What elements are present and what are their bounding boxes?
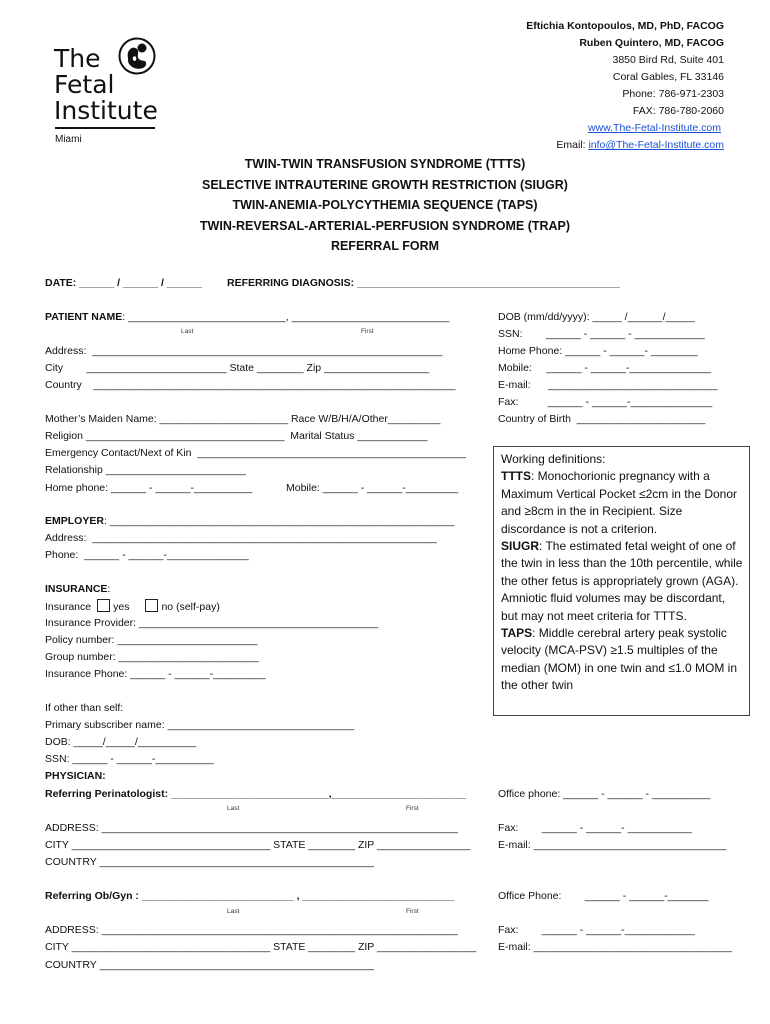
obgyn-city-field[interactable]: CITY __________________________________ STATE ________ ZIP _________________ — [45, 941, 477, 953]
subscriber-heading: If other than self: — [45, 702, 124, 714]
patient-name-label: PATIENT NAME — [45, 311, 123, 323]
logo-city: Miami — [55, 134, 82, 145]
website-link[interactable]: www.The-Fetal-Institute.com — [587, 122, 721, 134]
referring-perinatologist-field[interactable]: Referring Perinatologist: ___________________________,_______________________ — [45, 788, 466, 800]
obgyn-office-phone-field[interactable]: Office Phone: ______ - ______-_______ — [498, 890, 709, 902]
group-number-field[interactable]: Group number: ________________________ — [45, 651, 259, 663]
fetal-logo-icon — [117, 35, 157, 77]
primary-subscriber-field[interactable]: Primary subscriber name: ________________________________ — [45, 719, 355, 731]
perinatologist-city-field[interactable]: CITY __________________________________ STATE ________ ZIP ________________ — [45, 839, 471, 851]
emergency-contact-field[interactable]: Emergency Contact/Next of Kin ______________________________________________ — [45, 447, 466, 459]
insurance-colon: : — [107, 583, 111, 595]
ttts-term: TTTS — [501, 469, 531, 484]
referring-diagnosis-field[interactable]: REFERRING DIAGNOSIS: _____________________________________________ — [227, 277, 620, 289]
insurance-provider-field[interactable]: Insurance Provider: _________________________________________ — [45, 617, 379, 629]
employer-line: : ___________________________________________________________ — [103, 515, 455, 527]
country-field[interactable]: Country ______________________________________________________________ — [45, 379, 456, 391]
religion-marital-field[interactable]: Religion __________________________________ Marital Status ____________ — [45, 430, 428, 442]
definition-taps — [501, 625, 743, 695]
patient-name-field[interactable] — [45, 310, 449, 324]
address-line-1: 3850 Bird Rd, Suite 401 — [612, 54, 724, 66]
referring-obgyn-field[interactable]: Referring Ob/Gyn : __________________________ , __________________________ — [45, 890, 455, 902]
fax-field[interactable]: Fax: ______ - ______-______________ — [498, 396, 713, 408]
insurance-no-checkbox[interactable] — [145, 599, 158, 612]
siugr-term: SIUGR — [501, 539, 540, 554]
email-line — [556, 137, 724, 154]
logo-divider — [55, 127, 155, 129]
obgyn-country-field[interactable]: COUNTRY _______________________________________________ — [45, 959, 374, 971]
perinatologist-last-caption: Last — [227, 805, 240, 812]
title-ttts: TWIN-TWIN TRANSFUSION SYNDROME (TTTS) — [244, 157, 526, 171]
title-referral-form: REFERRAL FORM — [330, 239, 440, 253]
home-phone-field[interactable]: Home phone: ______ - ______-__________ — [45, 482, 253, 494]
right-home-phone-field[interactable]: Home Phone: ______ - ______- ________ — [498, 345, 698, 357]
perinatologist-office-phone-field[interactable]: Office phone: ______ - ______ - __________ — [498, 788, 711, 800]
title-taps: TWIN-ANEMIA-POLYCYTHEMIA SEQUENCE (TAPS) — [232, 198, 538, 212]
logo-text-line2: Fetal — [54, 70, 115, 99]
phone-number: Phone: 786-971-2303 — [622, 88, 724, 100]
mobile-field[interactable]: Mobile: ______ - ______-_________ — [286, 482, 459, 494]
obgyn-email-field[interactable]: E-mail: __________________________________ — [498, 941, 733, 953]
title-siugr: SELECTIVE INTRAUTERINE GROWTH RESTRICTION (SIUGR) — [202, 178, 568, 192]
email-label: Email: — [556, 139, 589, 151]
insurance-yes-checkbox[interactable] — [97, 599, 110, 612]
taps-term: TAPS — [501, 626, 533, 641]
perinatologist-email-field[interactable]: E-mail: _________________________________ — [498, 839, 727, 851]
employer-phone-field[interactable]: Phone: ______ - ______-______________ — [45, 549, 249, 561]
insurance-yes-label: yes — [113, 601, 130, 613]
first-name-caption: First — [361, 328, 374, 335]
email-link[interactable]: info@The-Fetal-Institute.com — [588, 139, 724, 151]
insurance-label: INSURANCE — [45, 583, 108, 595]
last-name-caption: Last — [181, 328, 194, 335]
insurance-heading — [45, 582, 110, 596]
fax-number: FAX: 786-780-2060 — [632, 105, 724, 117]
ssn-field[interactable]: SSN: ______ - ______ - ____________ — [498, 328, 705, 340]
insurance-no-label: no (self-pay) — [161, 601, 220, 613]
physician-heading: PHYSICIAN: — [45, 770, 106, 782]
city-state-zip-field[interactable]: City ________________________ State ________ Zip __________________ — [45, 362, 430, 374]
employer-address-field[interactable]: Address: ___________________________________________________________ — [45, 532, 437, 544]
taps-text: : Middle cerebral artery peak systolic velocity (MCA-PSV) ≥1.5 multiples of the median (MOM) in one twin and ≤1.0 MOM in the other twin — [501, 626, 738, 693]
working-definitions-box — [493, 446, 750, 716]
subscriber-dob-field[interactable]: DOB: _____/_____/__________ — [45, 736, 197, 748]
employer-field[interactable] — [45, 514, 454, 528]
perinatologist-country-field[interactable]: COUNTRY _______________________________________________ — [45, 856, 374, 868]
dob-field[interactable]: DOB (mm/dd/yyyy): _____ /______/_____ — [498, 311, 695, 323]
doctor-name-1: Eftichia Kontopoulos, MD, PhD, FACOG — [526, 20, 724, 32]
address-line-2: Coral Gables, FL 33146 — [612, 71, 724, 83]
insurance-choice-row — [45, 599, 220, 614]
date-field[interactable]: DATE: ______ / ______ / ______ — [45, 277, 202, 289]
logo-text-line3: Institute — [54, 96, 158, 125]
insurance-choice-label: Insurance — [45, 601, 92, 613]
email-field[interactable]: E-mail: _____________________________ — [498, 379, 718, 391]
obgyn-fax-field[interactable]: Fax: ______ - ______-____________ — [498, 924, 695, 936]
perinatologist-address-field[interactable]: ADDRESS: _____________________________________________________________ — [45, 822, 458, 834]
address-field[interactable]: Address: ____________________________________________________________ — [45, 345, 443, 357]
policy-number-field[interactable]: Policy number: ________________________ — [45, 634, 258, 646]
doctor-name-2: Ruben Quintero, MD, FACOG — [579, 37, 724, 49]
insurance-phone-field[interactable]: Insurance Phone: ______ - ______-_________ — [45, 668, 266, 680]
employer-label: EMPLOYER — [45, 515, 104, 527]
title-trap: TWIN-REVERSAL-ARTERIAL-PERFUSION SYNDROME (TRAP) — [199, 219, 571, 233]
definition-siugr — [501, 538, 743, 625]
obgyn-first-caption: First — [406, 908, 419, 915]
obgyn-address-field[interactable]: ADDRESS: _____________________________________________________________ — [45, 924, 458, 936]
patient-name-line: : ___________________________, ___________________________ — [122, 311, 450, 323]
maiden-name-race-field[interactable]: Mother’s Maiden Name: ______________________ Race W/B/H/A/Other_________ — [45, 413, 441, 425]
relationship-field[interactable]: Relationship ________________________ — [45, 464, 246, 476]
right-mobile-field[interactable]: Mobile: ______ - ______-______________ — [498, 362, 712, 374]
obgyn-last-caption: Last — [227, 908, 240, 915]
siugr-text: : The estimated fetal weight of one of the twin in less than the 10th percentile, while the other fetus is appropriately grown (AGA). Amniotic fluid volumes may be discordant, but may not meet criteria for TTTS. — [501, 539, 743, 623]
logo-text-line1: The — [54, 44, 101, 73]
subscriber-ssn-field[interactable]: SSN: ______ - ______-__________ — [45, 753, 214, 765]
definitions-heading: Working definitions: — [501, 452, 606, 466]
ttts-text: : Monochorionic pregnancy with a Maximum Vertical Pocket ≤2cm in the Donor and ≥8cm in the in Recipient. Size discordance is not a criterion. — [501, 469, 738, 536]
country-of-birth-field[interactable]: Country of Birth ______________________ — [498, 413, 706, 425]
definition-ttts — [501, 468, 743, 538]
perinatologist-fax-field[interactable]: Fax: ______ - ______- ___________ — [498, 822, 692, 834]
perinatologist-first-caption: First — [406, 805, 419, 812]
